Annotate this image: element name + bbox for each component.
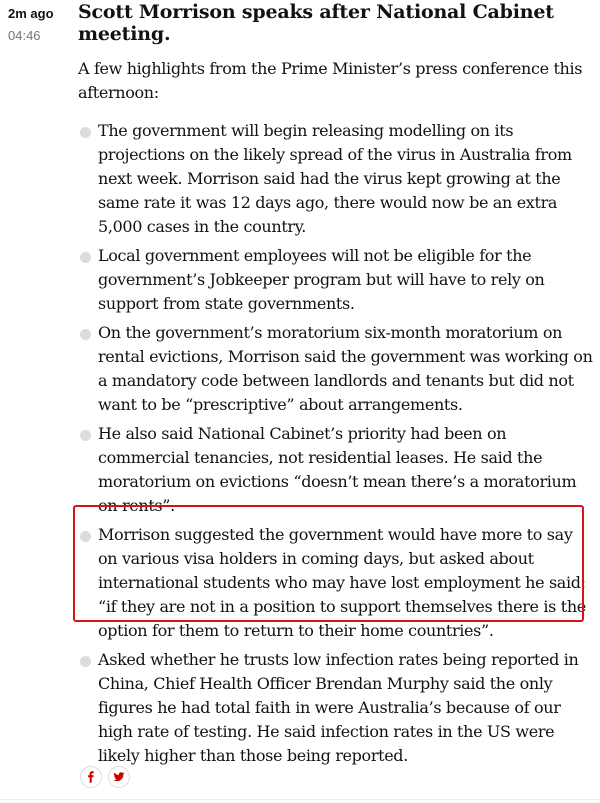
share-buttons bbox=[80, 766, 130, 788]
list-item-text: The government will begin releasing modelling on its projections on the likely spread of the virus in Australia from next week. Morrison said had the virus kept growing at the same rate it was 12 days ago, there would now be an extra 5,000 cases in the country. bbox=[98, 121, 572, 236]
list-item bbox=[78, 422, 594, 518]
relative-timestamp[interactable]: 2m ago bbox=[8, 6, 54, 21]
live-blog-post bbox=[78, 0, 594, 773]
post-intro: A few highlights from the Prime Minister’s press conference this afternoon: bbox=[78, 59, 583, 102]
bullet-dot-icon bbox=[80, 531, 91, 542]
bullet-dot-icon bbox=[80, 127, 91, 138]
list-item-text: He also said National Cabinet’s priority had been on commercial tenancies, not residential leases. He said the moratorium on evictions “doesn’t mean there’s a moratorium on rents”. bbox=[98, 424, 577, 515]
list-item bbox=[78, 244, 594, 316]
list-item-text: Local government employees will not be eligible for the government’s Jobkeeper program but will have to rely on support from state governments. bbox=[98, 246, 545, 313]
divider bbox=[0, 799, 600, 800]
list-item bbox=[78, 321, 594, 417]
post-headline: Scott Morrison speaks after National Cabinet meeting. bbox=[78, 1, 554, 45]
list-item bbox=[78, 648, 594, 768]
bullet-dot-icon bbox=[80, 329, 91, 340]
bullet-dot-icon bbox=[80, 656, 91, 667]
facebook-icon bbox=[85, 771, 97, 783]
list-item-text: On the government’s moratorium six-month moratorium on rental evictions, Morrison said the government was working on a mandatory code between landlords and tenants but did not want to be “prescriptive” about arrangements. bbox=[98, 323, 593, 414]
list-item bbox=[78, 119, 594, 239]
facebook-share-button[interactable] bbox=[80, 766, 102, 788]
bullet-dot-icon bbox=[80, 252, 91, 263]
list-item-text: Morrison suggested the government would have more to say on various visa holders in coming days, but asked about international students who may have lost employment he said: “if they are not in a position to support themselves there is the option for them to return to their home countries”. bbox=[98, 525, 586, 640]
list-item-text: Asked whether he trusts low infection rates being reported in China, Chief Health Officer Brendan Murphy said the only figures he had total faith in were Australia’s because of our high rate of testing. He said infection rates in the US were likely higher than those being reported. bbox=[98, 650, 579, 765]
highlights-list bbox=[78, 119, 594, 768]
twitter-share-button[interactable] bbox=[108, 766, 130, 788]
clock-timestamp: 04:46 bbox=[8, 28, 41, 43]
bullet-dot-icon bbox=[80, 430, 91, 441]
twitter-icon bbox=[113, 771, 125, 783]
list-item bbox=[78, 523, 594, 643]
post-meta bbox=[8, 6, 70, 44]
